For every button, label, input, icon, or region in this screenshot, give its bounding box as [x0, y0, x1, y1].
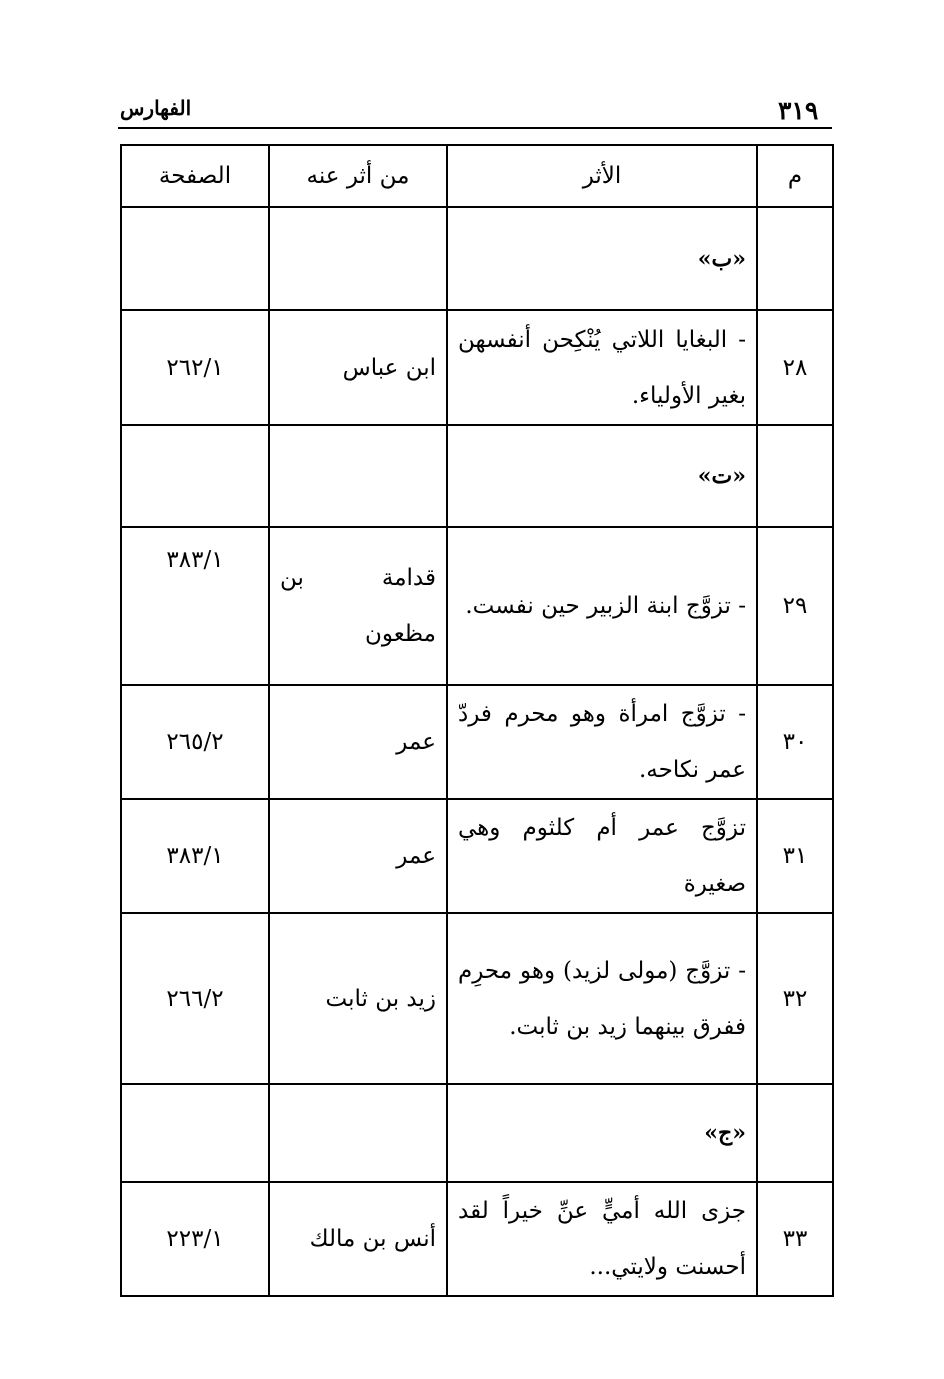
athar-text: جزى الله أميٍّ عنِّ خيراً لقد أحسنت ولايتي...	[447, 1182, 757, 1296]
letter-row	[121, 1084, 833, 1182]
athar-text: - تزوَّج (مولى لزيد) وهو محرِم ففرق بينهما زيد بن ثابت.	[447, 913, 757, 1084]
athar-text: تزوَّج عمر أم كلثوم وهي صغيرة	[447, 799, 757, 913]
column-header-number: م	[757, 145, 833, 207]
empty-cell	[757, 425, 833, 527]
entry-number: ٣٣	[757, 1182, 833, 1296]
empty-cell	[269, 207, 447, 310]
letter-row	[121, 207, 833, 310]
athar-index-table	[120, 144, 834, 1297]
athar-text: - تزوَّج امرأة وهو محرم فردّ عمر نكاحه.	[447, 685, 757, 799]
table-row	[121, 527, 833, 685]
column-header-athar: الأثر	[447, 145, 757, 207]
running-title: الفهارس	[120, 96, 192, 120]
letter-row	[121, 425, 833, 527]
narrator: عمر	[269, 799, 447, 913]
letter-cell	[447, 1084, 757, 1182]
table-row	[121, 913, 833, 1084]
athar-text: - تزوَّج ابنة الزبير حين نفست.	[447, 527, 757, 685]
empty-cell	[269, 425, 447, 527]
empty-cell	[757, 207, 833, 310]
athar-text: - البغايا اللاتي يُنْكِحن أنفسهن بغير الأولياء.	[447, 310, 757, 425]
entry-number: ٢٨	[757, 310, 833, 425]
entry-number: ٣٢	[757, 913, 833, 1084]
empty-cell	[121, 207, 269, 310]
page-number: ٣١٩	[778, 96, 819, 125]
table-row	[121, 799, 833, 913]
letter-cell	[447, 425, 757, 527]
page-reference: ٢٢٣/١	[121, 1182, 269, 1296]
empty-cell	[121, 425, 269, 527]
narrator: أنس بن مالك	[269, 1182, 447, 1296]
empty-cell	[757, 1084, 833, 1182]
section-letter: «ب»	[697, 245, 746, 272]
table-row	[121, 685, 833, 799]
empty-cell	[121, 1084, 269, 1182]
section-letter: «ت»	[697, 463, 746, 489]
page-reference: ٣٨٣/١	[121, 799, 269, 913]
entry-number: ٢٩	[757, 527, 833, 685]
page-reference: ٢٦٢/١	[121, 310, 269, 425]
entry-number: ٣١	[757, 799, 833, 913]
page-reference: ٣٨٣/١	[121, 527, 269, 685]
header-rule	[118, 127, 832, 129]
narrator: ابن عباس	[269, 310, 447, 425]
table-row	[121, 1182, 833, 1296]
table-row	[121, 310, 833, 425]
narrator: قدامة بن مظعون	[269, 527, 447, 685]
narrator: عمر	[269, 685, 447, 799]
page-reference: ٢٦٦/٢	[121, 913, 269, 1084]
entry-number: ٣٠	[757, 685, 833, 799]
table-header-row	[121, 145, 833, 207]
column-header-narrator: من أثر عنه	[269, 145, 447, 207]
section-letter: «ج»	[704, 1120, 746, 1146]
narrator: زيد بن ثابت	[269, 913, 447, 1084]
page-reference: ٢٦٥/٢	[121, 685, 269, 799]
letter-cell	[447, 207, 757, 310]
column-header-page: الصفحة	[121, 145, 269, 207]
empty-cell	[269, 1084, 447, 1182]
